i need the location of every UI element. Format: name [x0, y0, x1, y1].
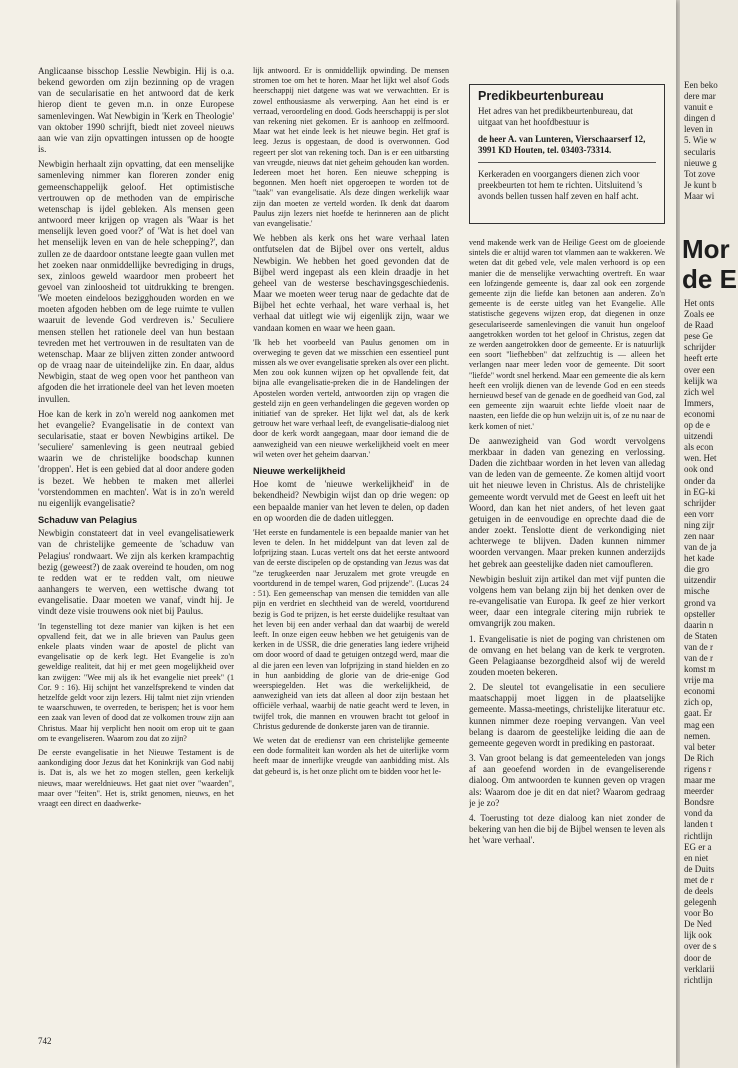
next-page-headline-line: de E [682, 264, 737, 294]
notice-note: Kerkeraden en voorgangers dienen zich voor preekbeurten tot hem te richten. Uitsluitend 's avonds bellen tussen half zeven en half acht. [478, 169, 643, 201]
paragraph: Newbigin herhaalt zijn opvatting, dat een menselijke samenleving nimmer kan floreren zonder enig gemeenschappelijk geloof. Het optimistische vertrouwen op de methoden van de empirische wetenschap is ijdel gebleken. Als mensen geen antwoord meer krijgen op vragen als 'Waar is het menselijk leven goed voor?' of 'Wat is het doel van het menselijk leven en van de hele schepping?', dan zullen ze de daardoor ontstane leegte gaan vullen met het zoeken naar onmiddellijke bevrediging in drugs, sex, zinloos geweld waardoor men probeert het gevoel van zinloosheid tot uitdrukking te brengen. 'We moeten eindeloos bezigghouden worden en we moeten afgoden hebben om de lege ruimte te vullen waaruit de levende God verdreven is.' Seculiere mensen stellen het rationele deel van hun bestaan tevreden met het vertrouwen in de resultaten van de wetenschap. Maar ze blijven zitten zonder antwoord op de vraag naar de uiteindelijke zin. En daar, aldus Newbigin, staat de weg open voor het pantheon van afgoden die het irrationele deel van het leven moeten invullen. [38, 159, 234, 404]
predikbeurtenbureau-notice [469, 84, 665, 224]
section-heading: Schaduw van Pelagius [38, 515, 138, 526]
next-page-line: val beter [684, 741, 716, 752]
next-page-line: opsteller [684, 608, 715, 619]
quoted-paragraph: 'In tegenstelling tot deze manier van kijken is het een opvallend feit, dat we in alle brieven van Paulus geen enkele plaats vinden waar de apostel de plicht van evangelisatie op de kerk legt. Het Evangelie is zo'n geweldige realiteit, dat hij er met geen mogelijkheid over kan zwijgen: "Wee mij als ik het evangelie niet preek" (1 Cor. 9 : 16). Hij schijnt het vanzelfsprekend te vinden dat hetzelfde geldt voor zijn lezers. Hij talmt niet zijn vrienden te waarschuwen, te overreden, te berispen; het is voor hem een zaak van leven of dood dat ze volkomen trouw zijn aan Christus. Maar hij verplicht hen nooit om erop uit te gaan om te evangeliseren. Waarom zou dat zo zijn? [38, 621, 234, 743]
notice-title: Predikbeurtenbureau [478, 89, 604, 103]
next-page-edge [680, 0, 738, 1068]
next-page-line: en niet [684, 852, 709, 863]
paragraph: Newbigin besluit zijn artikel dan met vijf punten die volgens hem van belang zijn bij het denken over de re-evangelisatie van Europa. Ik geef ze hier verkort weer, daar een integrale citering mijn rubriek te omvangrijk zou maken. [469, 573, 665, 629]
next-page-line: Maar wi [684, 190, 715, 201]
quoted-paragraph: vend makende werk van de Heilige Geest om de gloeiende sintels die er altijd waren tot vlammen aan te wakkeren. We weten dat dit gebed vele, vele malen verhoord is op een manier die de menselijke verwachting overtreft. En waar een lofzingende gemeente is, daar zal ook een zorgende gemeente zijn die liefde kan betonen aan anderen. Zo'n gemeente is de eerste uitleg van het Evangelie. Alle statistische gegevens wijzen erop, dat diegenen in onze geseculariseerde samenlevingen die vanuit hun ongeloof aangetrokken worden tot het geloof in Christus, zegen dat ze werden aangetrokken door de gemeente. Er is natuurlijk een soort "liefhebben" dat zelfzuchtig is — alleen het verlangen naar meer leden voor de gemeente. Dit soort "liefde" wordt snel herkend. Maar een gemeente die als kern heeft een vrolijk dienen van de levende God en een steeds hernieuwd besef van de genade en de goedheid van God, zal een gemeente zijn waaruit echte liefde vloeit naar de naasten, een liefde die op hun welzijn uit is, of ze nu naar de kerk komen of niet.' [469, 238, 665, 431]
next-page-line: Immers, [684, 397, 714, 408]
next-page-line: richtlijn [684, 974, 713, 985]
quoted-paragraph: We weten dat de erediensт van een christelijke gemeente een dode formaliteit kan worden als het de uiterlijke vorm heeft maar de innerlijke vreugde van aanbidding mist. Als dat gebeurd is, is het onze plicht om te bidden voor het le- [253, 735, 449, 776]
paragraph: We hebben als kerk ons het ware verhaal laten ontfutselen dat de Bijbel over ons vertelt, aldus Newbigin. We hebben het goed gevonden dat de Bijbel werd ingepast als een klein draadje in het geheel van de westerse beschavingsgeschiedenis. Maar we moeten weer terug naar de gedachte dat de Bijbel het echte verhaal, het ware verhaal is, het verhaal dat uitlegt wie wij eigenlijk zijn, waar we vandaan komen en waar we heen gaan. [253, 233, 449, 333]
next-page-line: dere mar [684, 91, 716, 102]
quoted-paragraph: De eerste evangelisatie in het Nieuwe Testament is de aankondiging door Jezus dat het Koninkrijk van God nabij is. Dat is, als we het zo mogen stellen, geen kerkelijk nieuws, maar wereldnieuws. Het gaat niet over "waarden", maar over "feiten". Het is, strikt genomen, nieuws, en het vraagt een direct en daadwerke- [38, 747, 234, 808]
paragraph: Newbigin constateert dat in veel evangelisatiewerk van de christelijke gemeente de 'schaduw van Pelagius' rondwaart. We zijn als kerken krampachtig bezig (geweest?) de zaak overeind te houden, om nog te redden wat er te redden valt, om nieuwe aanhangers te werven, een wettische dwang tot evangelisatie. Daar moeten we vanaf, vindt hij. Je vindt deze visie trouwens ook niet bij Paulus. [38, 528, 234, 617]
next-page-line: wen. Het [684, 453, 717, 464]
next-page-line: over een [684, 364, 715, 375]
paragraph: 4. Toerusting tot deze dialoog kan niet zonder de bekering van hen die bij de Bijbel wensen te leven als het 'ware verhaal'. [469, 812, 665, 846]
paragraph: Hoe komt de 'nieuwe werkelijkheid' in de bekendheid? Newbigin wijst dan op drie wegen: op een bepaalde manier van het leven te delen, op daden en op woorden die de daden uitleggen. [253, 479, 449, 523]
next-page-line: lijk ook [684, 930, 712, 941]
article-column-3 [469, 238, 665, 1018]
next-page-line: mische [684, 586, 710, 597]
next-page-line: Je kunt b [684, 179, 717, 190]
paragraph: 3. Van groot belang is dat gemeenteleden van jongs af aan geoefend worden in de evangeliserende dialoog. Om antwoorden te kunnen geven op vragen als: Waarom doe je dit en dat niet? Waarom gedraag je je zo? [469, 753, 665, 808]
article-column-1 [38, 66, 234, 1016]
paragraph: 2. De sleutel tot evangelisatie in een seculiere maatschappij moet liggen in de plaatselijke gemeente. Massa-meetings, christelijke literatuur etc. kunnen nimmer deze roeping vervangen. Van veel belang is daarom de geestelijke leiding die aan de gemeente gegeven wordt in prediking en pastoraat. [469, 682, 665, 748]
next-page-line: zich wel [684, 386, 715, 397]
next-page-line: nieuwe g [684, 157, 717, 168]
next-page-line: gelegenh [684, 897, 717, 908]
next-page-line: voor Bo [684, 908, 714, 919]
next-page-line: Bondsre [684, 797, 714, 808]
next-page-line: ning zijr [684, 519, 715, 530]
next-page-line: Een beko [684, 80, 718, 90]
next-page-line: leven in [684, 124, 713, 135]
next-page-line: verklarii [684, 963, 715, 974]
next-page-line: een vorr [684, 508, 714, 519]
next-page-line: ook ond [684, 464, 714, 475]
next-page-line: met de r [684, 874, 714, 885]
next-page-line: heeft erte [684, 353, 718, 364]
next-page-line: daarin n [684, 619, 714, 630]
notice-address: de heer A. van Lunteren, Vierschaarserf 12, 3991 KD Houten, tel. 03403-73314. [478, 134, 646, 155]
next-page-line: die gro [684, 564, 710, 575]
next-page-line: grond va [684, 597, 716, 608]
next-page-line: over de s [684, 941, 717, 952]
next-page-line: uitzendi [684, 431, 713, 442]
next-page-line: door de [684, 952, 712, 963]
next-page-line: economi [684, 408, 715, 419]
next-page-line: dingen d [684, 113, 716, 124]
next-page-line: EG er a [684, 841, 712, 852]
next-page-line: van de ja [684, 542, 717, 553]
next-page-line: vanuit e [684, 102, 713, 113]
article-column-2 [253, 66, 449, 1016]
next-page-line: rigens r [684, 763, 712, 774]
next-page-line: pese Ge [684, 331, 713, 342]
next-page-line: vrije ma [684, 675, 714, 686]
next-page-line: landen t [684, 819, 713, 830]
next-page-line: de Duits [684, 863, 715, 874]
next-page-line: uitzendir [684, 575, 716, 586]
next-page-line: schrijder [684, 342, 716, 353]
next-page-body-text [684, 298, 738, 986]
next-page-line: nemen. [684, 730, 711, 741]
next-page-line: De Ned [684, 919, 712, 930]
next-page-line: het kade [684, 553, 715, 564]
next-page-line: de deels [684, 885, 714, 896]
next-page-line: vond da [684, 808, 713, 819]
section-heading: Nieuwe werkelijkheid [253, 466, 346, 477]
next-page-line: de Raad [684, 320, 714, 331]
next-page-line: meerder [684, 786, 714, 797]
next-page-line: zich op, [684, 697, 713, 708]
next-page-line: van de r [684, 641, 713, 652]
next-page-line: gaat. Er [684, 708, 712, 719]
next-page-line: van de r [684, 653, 713, 663]
next-page-line: economi [684, 686, 715, 697]
quoted-paragraph: 'Ik heb het voorbeeld van Paulus genomen om in overweging te geven dat we misschien een essentieel punt missen als we over evangelisatie spreken als over een plicht. Men zou ook kunnen wijzen op het opvallende feit, dat bijna alle evangelisatie-preken die in de Handelingen der Apostelen worden verteld, antwoorden zijn op vragen die gesteld zijn en geen verhandelingen die gegeven worden op initiatief van de spreker. Het lijkt wel dat, als de kerk getrouw het ware verhaal leeft, de evangelisatie-dialoog niet door de kerk wordt aangegaan, maar door iemand die de aanwezigheid van een nieuwe werkelijkheid voelt en meer wil weten over het geheim daarvan.' [253, 337, 449, 459]
next-page-line: Tot zove [684, 168, 716, 179]
paragraph: Anglicaanse bisschop Lesslie Newbigin. Hij is o.a. bekend geworden om zijn bezinning op de vragen van de secularisatie en het antwoord dat de kerk hierop dient te geven m.n. in onze Europese samenlevingen. Wat Newbigin in 'Kerk en Theologie' van oktober 1990 schrijft, biedt niet zoveel nieuws aan wie van zijn opvattingen intussen op de hoogte is. [38, 66, 234, 155]
next-page-top-text [684, 80, 738, 202]
paragraph: 1. Evangelisatie is niet de poging van christenen om de omvang en het belang van de kerk te vergroten. Geen Pelagiaanse bezorgdheid alsof wij de wereld zouden moeten bekeren. [469, 633, 665, 677]
next-page-line: De Rich [684, 752, 714, 763]
next-page-line: komst m [684, 664, 716, 675]
next-page-line: kelijk wa [684, 375, 718, 386]
next-page-line: op de e [684, 420, 710, 431]
next-page-line: zen naar [684, 530, 715, 541]
quoted-paragraph: 'Het eerste en fundamentele is een bepaalde manier van het leven te delen. In het middelpunt van dat leven zal de lofprijzing staan. Lucas vertelt ons dat het eerste antwoord van de eerste discipelen op de opstanding van Jezus was dat "ze terugkeerden naar Jeruzalem met grote vreugde en voortdurend in de tempel waren, God prijzende". (Lucas 24 : 51). Een gemeenschap van mensen die temidden van alle pijn en verdriet en slechtheid van de wereld, voortdurend bezig is God te prijzen, is het eerste duidelijke resultaat van het leven bij een ander verhaal dan dat waarbij de wereld leeft. In onze eigen eeuw hebben we het getuigenis van de kerken in de USSR, die drie generaties lang iedere vrijheid om door woord of daad te getuigen ontzegd werd, maar die al die jaren een leven van lofprijzing in stand hielden en zo in hun aanbidding de glorie van de drie-enige God weerspiegelden. Het was die werkelijkheid, de aanwezigheid van iets dat alleen al door zijn bestaan het officiële verhaal, waarbij de natie geacht werd te leven, in twijfel trok, die mannen en vrouwen bracht tot geloof in Christus gedurende de donkerste jaren van de tirannie. [253, 527, 449, 731]
next-page-headline-line: Mor [682, 234, 730, 264]
next-page-headline [682, 234, 737, 294]
next-page-line: 5. Wie w [684, 135, 717, 146]
notice-intro: Het adres van het predikbeurtenbureau, dat uitgaat van het hoofdbestuur is [478, 106, 633, 127]
next-page-line: maar me [684, 775, 716, 786]
next-page-line: schrijder [684, 497, 716, 508]
next-page-line: mag een [684, 719, 715, 730]
next-page-line: onder da [684, 475, 716, 486]
paragraph: De aanwezigheid van God wordt vervolgens merkbaar in daden van genezing en verlossing. Daden die zichtbaar worden in het leven van alledag van de leden van de gemeente. Ze komen altijd voort uit het nieuwe leven in Christus. Als de christelijke gemeente wordt vervuld met de Geest en leeft uit het Woord, dan kan het niet anders, of het leven gaat getuigen in de eenvoudige en oprechte daad die de ander zoekt. Tenslotte dient de verkondiging niet achterwege te blijven. Daden kunnen nimmer woorden vervangen. Maar preken kunnen anderzijds het gebrek aan geestelijke daden niet camoufleren. [469, 435, 665, 569]
next-page-line: in EG-ki [684, 486, 716, 497]
next-page-line: als econ [684, 442, 714, 453]
next-page-line: Zoals ee [684, 309, 715, 320]
next-page-line: richtlijn [684, 830, 713, 841]
notice-divider [478, 162, 656, 163]
next-page-line: secularis [684, 146, 716, 157]
paragraph: Hoe kan de kerk in zo'n wereld nog aankomen met het evangelie? Evangelisatie in de context van secularisatie, staat er boven Newbigins artikel. De 'seculiere' samenleving is geen neutraal gebied waarin we de christelijke boodschap kunnen 'droppen'. Het is een gebied dat al door andere goden is bezet. We hebben te maken met allerlei 'vorstendommen en machten'. Wat is in zo'n wereld nu eigenlijk evangelisatie? [38, 408, 234, 508]
next-page-line: Het onts [684, 298, 715, 308]
next-page-line: de Staten [684, 630, 718, 641]
page-number: 742 [38, 1036, 52, 1046]
quoted-paragraph: lijk antwoord. Er is onmiddellijk opwinding. De mensen stromen toe om het te horen. Maar het lijkt wel alsof Gods heerschappij niet datgene was wat we verwachtten. Er is zowel enthousiasme als verwerping. Aan het eind is er verraad, veroordeling en dood. Gods heerschappij is per slot van rekening niet gekomen. Er is aanhoop en zelfmoord. Maar wat het einde leek is het nieuwe begin. Het graf is leeg. Jezus is opgestaan, de dood is overwonnen. God regeert per slot van rekening toch. Dan is er een uitbarsting van vreugde, nieuws dat niet geheim gehouden kan worden. Iedereen moet het horen. Een nieuwe schepping is begonnen. Men hoeft niet opgeroepen te worden tot de "taak" van evangelisatie. Als deze dingen werkelijk waar zijn dan moeten ze verteld worden. Ik denk dat daarom Paulus zijn lezers niet hoefde te herinneren aan de plicht van evangelisatie.' [253, 66, 449, 229]
